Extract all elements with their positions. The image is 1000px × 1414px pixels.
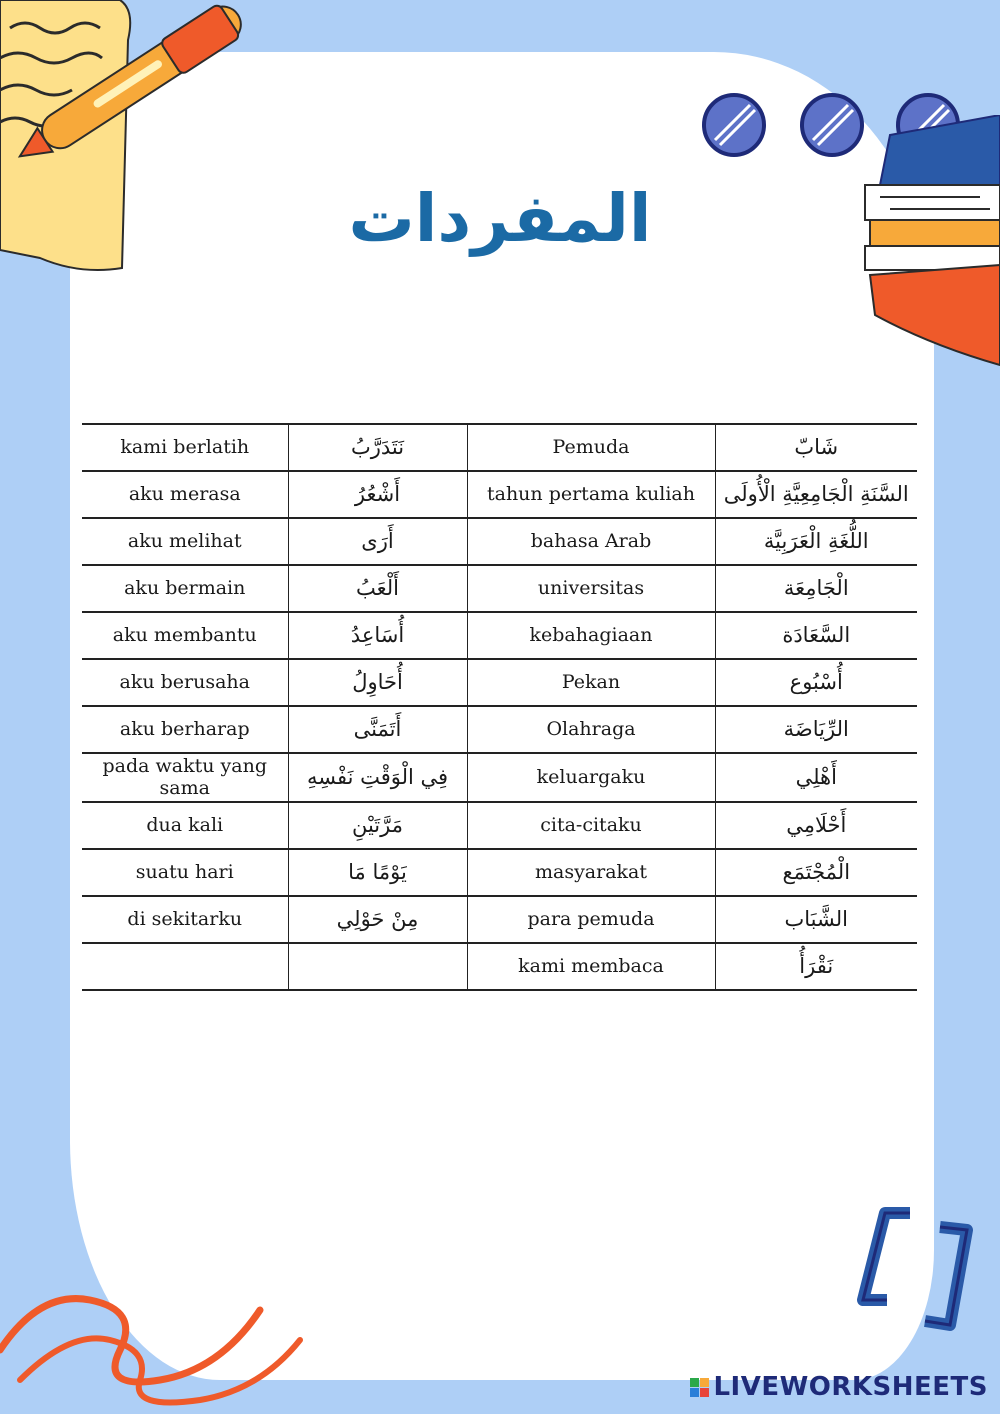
indonesian-left: kami berlatih	[82, 424, 288, 471]
indonesian-left: suatu hari	[82, 849, 288, 896]
indonesian-left: pada waktu yang sama	[82, 753, 288, 802]
brand-logo-icon	[690, 1378, 709, 1397]
arabic-right: الرِّيَاضَة	[715, 706, 917, 753]
table-row	[82, 424, 917, 471]
table-row	[82, 753, 917, 802]
arabic-right: السَّنَةِ الْجَامِعِيَّةِ الْأُولَى	[715, 471, 917, 518]
table-row	[82, 612, 917, 659]
brand-footer	[690, 1372, 988, 1402]
indonesian-left: aku melihat	[82, 518, 288, 565]
arabic-left	[288, 943, 467, 990]
arabic-right: أَهْلِي	[715, 753, 917, 802]
indonesian-right: Pemuda	[467, 424, 715, 471]
indonesian-right: universitas	[467, 565, 715, 612]
indonesian-right: masyarakat	[467, 849, 715, 896]
indonesian-right: cita-citaku	[467, 802, 715, 849]
vocabulary-table	[82, 423, 917, 991]
indonesian-left	[82, 943, 288, 990]
indonesian-left: aku merasa	[82, 471, 288, 518]
table-row	[82, 565, 917, 612]
brackets-decoration	[855, 1205, 985, 1335]
arabic-left: أَشْعُرُ	[288, 471, 467, 518]
indonesian-left: aku bermain	[82, 565, 288, 612]
arabic-right: السَّعَادَة	[715, 612, 917, 659]
squiggle-decoration	[0, 1270, 320, 1414]
table-row	[82, 518, 917, 565]
indonesian-left: dua kali	[82, 802, 288, 849]
arabic-left: مَرَّتَيْنِ	[288, 802, 467, 849]
indonesian-right: keluargaku	[467, 753, 715, 802]
brand-name: LIVEWORKSHEETS	[713, 1372, 988, 1402]
arabic-right: الْجَامِعَة	[715, 565, 917, 612]
arabic-left: أُسَاعِدُ	[288, 612, 467, 659]
indonesian-right: para pemuda	[467, 896, 715, 943]
indonesian-left: aku berusaha	[82, 659, 288, 706]
arabic-right: نَقْرَأُ	[715, 943, 917, 990]
arabic-left: أُحَاوِلُ	[288, 659, 467, 706]
table-row	[82, 896, 917, 943]
arabic-left: يَوْمًا مَا	[288, 849, 467, 896]
arabic-right: اللُّغَةِ الْعَرَبِيَّة	[715, 518, 917, 565]
arabic-right: أَحْلَامِي	[715, 802, 917, 849]
indonesian-left: aku membantu	[82, 612, 288, 659]
arabic-left: أَتَمَنَّى	[288, 706, 467, 753]
indonesian-right: kebahagiaan	[467, 612, 715, 659]
arabic-left: أَلْعَبُ	[288, 565, 467, 612]
arabic-right: الْمُجْتَمَع	[715, 849, 917, 896]
indonesian-left: di sekitarku	[82, 896, 288, 943]
indonesian-right: kami membaca	[467, 943, 715, 990]
indonesian-right: tahun pertama kuliah	[467, 471, 715, 518]
table-row	[82, 802, 917, 849]
table-row	[82, 943, 917, 990]
page-title: المفردات	[348, 180, 652, 257]
arabic-right: أُسْبُوع	[715, 659, 917, 706]
table-row	[82, 849, 917, 896]
arabic-left: فِي الْوَقْتِ نَفْسِهِ	[288, 753, 467, 802]
table-row	[82, 471, 917, 518]
indonesian-right: Pekan	[467, 659, 715, 706]
indonesian-left: aku berharap	[82, 706, 288, 753]
indonesian-right: bahasa Arab	[467, 518, 715, 565]
arabic-right: الشَّبَاب	[715, 896, 917, 943]
arabic-left: أَرَى	[288, 518, 467, 565]
arabic-left: نَتَدَرَّبُ	[288, 424, 467, 471]
arabic-right: شَابّ	[715, 424, 917, 471]
indonesian-right: Olahraga	[467, 706, 715, 753]
arabic-left: مِنْ حَوْلِي	[288, 896, 467, 943]
table-row	[82, 659, 917, 706]
table-row	[82, 706, 917, 753]
